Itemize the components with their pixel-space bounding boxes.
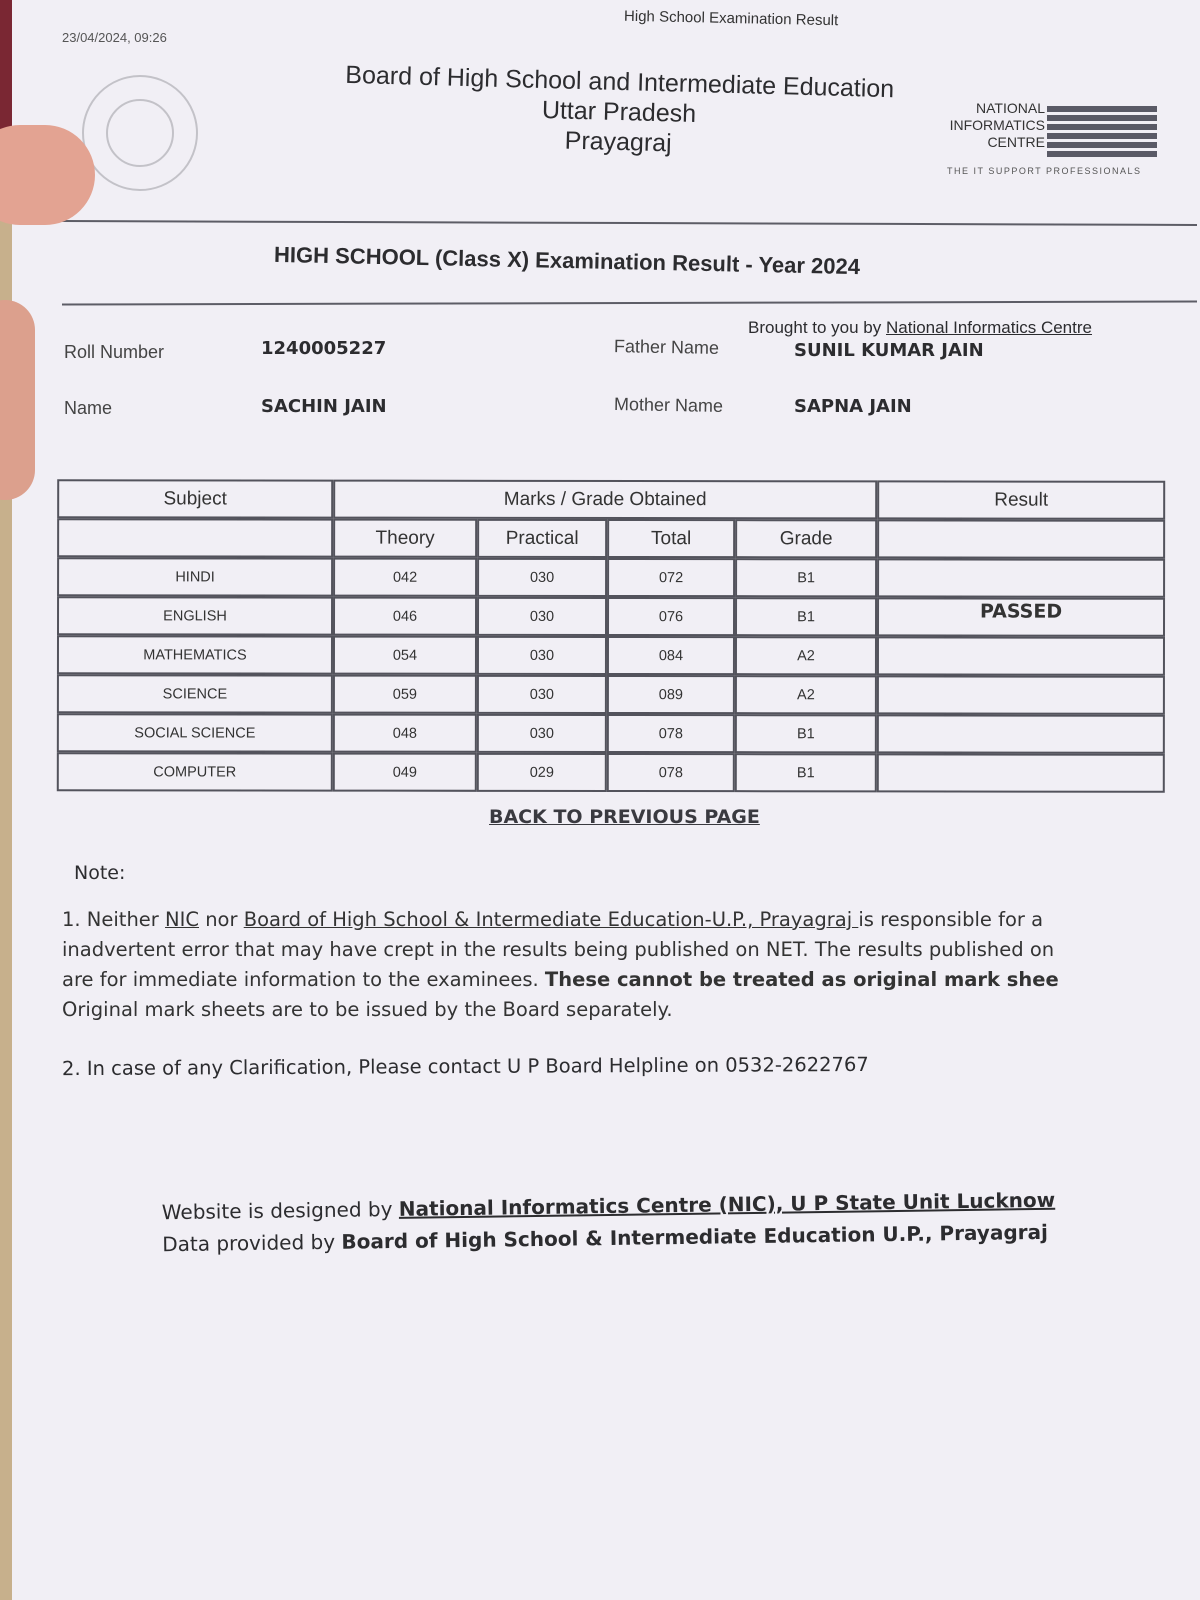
note-1-line3: are for immediate information to the examinees.: [62, 968, 545, 991]
brought-by-prefix: Brought to you by: [748, 318, 882, 337]
table-row: [57, 557, 1165, 598]
footer: [162, 1184, 1056, 1260]
print-datetime: 23/04/2024, 09:26: [62, 30, 167, 45]
roll-number-label: Roll Number: [64, 342, 165, 362]
theory-cell: 046: [333, 597, 477, 636]
footer-data-by: Data provided by: [162, 1229, 342, 1257]
table-row: [57, 596, 1165, 637]
footer-designed-by: Website is designed by: [161, 1196, 399, 1225]
name-value: SACHIN JAIN: [261, 396, 387, 417]
grade-cell: B1: [735, 753, 877, 792]
up-government-emblem: [82, 75, 198, 191]
nic-logo-line3: CENTRE: [987, 134, 1045, 150]
practical-cell: 030: [477, 714, 607, 753]
result-cell: [877, 675, 1165, 714]
note-1-text: is responsible for a: [858, 908, 1044, 931]
note-1-line2: inadvertent error that may have crept in the results being published on NET. The results published on: [62, 938, 1055, 961]
theory-cell: 048: [333, 714, 477, 753]
footer-board-name: Board of High School & Intermediate Education U.P., Prayagraj: [341, 1219, 1049, 1254]
nic-logo-text: [950, 100, 1045, 151]
note-board-link[interactable]: Board of High School & Intermediate Education-U.P., Prayagraj: [243, 908, 859, 931]
note-1-text: nor: [199, 908, 244, 931]
father-name-value: SUNIL KUMAR JAIN: [794, 340, 984, 361]
theory-cell: 049: [333, 753, 477, 792]
footer-nic-link[interactable]: National Informatics Centre (NIC), U P State Unit Lucknow: [398, 1187, 1056, 1221]
result-cell: [877, 714, 1165, 753]
brought-by: [748, 318, 1092, 338]
marks-table: [57, 479, 1165, 793]
note-1-line4: Original mark sheets are to be issued by the Board separately.: [62, 998, 673, 1021]
theory-header: Theory: [333, 519, 477, 558]
total-cell: 072: [607, 558, 735, 597]
table-row: [57, 635, 1165, 676]
total-cell: 084: [607, 636, 735, 675]
board-name-line3: Prayagraj: [564, 126, 673, 158]
subject-subheader-empty: [57, 518, 333, 557]
note-nic-link[interactable]: NIC: [165, 908, 199, 931]
board-header: [308, 59, 930, 165]
marks-grade-header: Marks / Grade Obtained: [333, 480, 877, 520]
grade-cell: B1: [735, 714, 877, 753]
table-row: [57, 752, 1165, 793]
board-name-line1: Board of High School and Intermediate Education: [345, 60, 895, 104]
total-header: Total: [607, 519, 735, 558]
result-header: Result: [877, 480, 1165, 519]
subject-cell: SCIENCE: [57, 674, 333, 713]
grade-cell: A2: [735, 636, 877, 675]
result-subheader-empty: [877, 519, 1165, 558]
subject-cell: MATHEMATICS: [57, 635, 333, 674]
nic-logo-line2: INFORMATICS: [949, 117, 1045, 133]
practical-cell: 029: [477, 753, 607, 792]
result-cell: [877, 558, 1165, 597]
practical-cell: 030: [477, 558, 607, 597]
mother-name-value: SAPNA JAIN: [794, 396, 912, 417]
practical-header: Practical: [477, 519, 607, 558]
table-row: [57, 674, 1165, 715]
title-divider: [62, 301, 1197, 306]
practical-cell: 030: [477, 597, 607, 636]
back-to-previous-page-link[interactable]: BACK TO PREVIOUS PAGE: [489, 806, 760, 828]
father-name-label: Father Name: [613, 336, 720, 358]
theory-cell: 054: [333, 636, 477, 675]
nic-logo-line1: NATIONAL: [976, 100, 1045, 116]
subject-cell: ENGLISH: [57, 596, 333, 635]
mother-name-label: Mother Name: [613, 394, 724, 416]
total-cell: 076: [607, 597, 735, 636]
print-page-title: High School Examination Result: [623, 7, 839, 30]
subject-cell: HINDI: [57, 557, 333, 596]
nic-logo-mark: [1047, 106, 1157, 160]
result-cell: [877, 753, 1165, 792]
practical-cell: 030: [477, 675, 607, 714]
nic-logo-tagline: THE IT SUPPORT PROFESSIONALS: [947, 166, 1142, 176]
theory-cell: 042: [333, 558, 477, 597]
grade-cell: A2: [735, 675, 877, 714]
holding-finger: [0, 300, 35, 500]
result-printout: [12, 0, 1200, 1600]
exam-title: HIGH SCHOOL (Class X) Examination Result - Year 2024: [273, 241, 861, 280]
grade-header: Grade: [735, 519, 877, 558]
result-value: PASSED: [877, 597, 1165, 636]
nic-link[interactable]: National Informatics Centre: [886, 318, 1092, 337]
table-row: [57, 713, 1165, 754]
total-cell: 089: [607, 675, 735, 714]
total-cell: 078: [607, 714, 735, 753]
nic-logo: [942, 98, 1157, 178]
subject-header: Subject: [57, 479, 333, 518]
roll-number-value: 1240005227: [261, 338, 387, 359]
header-divider: [62, 220, 1197, 226]
theory-cell: 059: [333, 675, 477, 714]
grade-cell: B1: [735, 597, 877, 636]
practical-cell: 030: [477, 636, 607, 675]
note-1-warning: These cannot be treated as original mark shee: [544, 968, 1059, 991]
subject-cell: COMPUTER: [57, 752, 333, 791]
note-1: [62, 905, 1200, 1025]
note-label: Note:: [74, 862, 126, 884]
subject-cell: SOCIAL SCIENCE: [57, 713, 333, 752]
name-label: Name: [64, 398, 113, 418]
note-2: 2. In case of any Clarification, Please contact U P Board Helpline on 0532-2622767: [61, 1052, 869, 1081]
result-cell: [877, 636, 1165, 675]
total-cell: 078: [607, 753, 735, 792]
board-name-line2: Uttar Pradesh: [541, 95, 697, 129]
grade-cell: B1: [735, 558, 877, 597]
note-1-text: 1. Neither: [62, 908, 166, 931]
emblem-inner-ring: [106, 99, 174, 167]
